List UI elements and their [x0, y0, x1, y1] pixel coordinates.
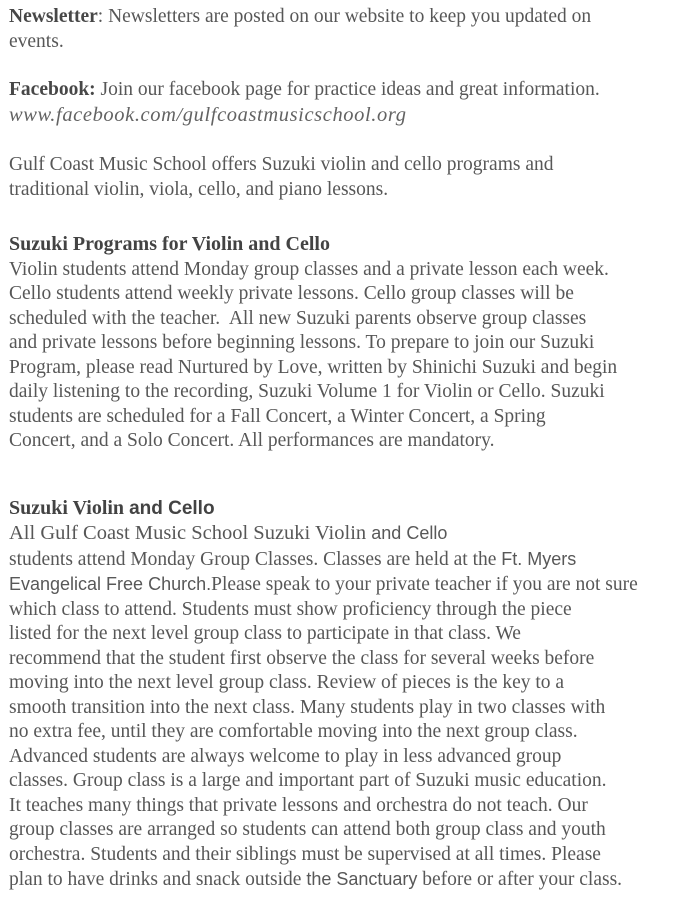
text-segment: Newsletter [9, 6, 98, 27]
text-segment: listed for the next level group class to participate in that class. We [9, 623, 521, 644]
text-line [9, 547, 674, 573]
text-line [9, 598, 674, 623]
text-segment: Advanced students are always welcome to play in less advanced group [9, 745, 562, 767]
text-segment: events. [9, 30, 64, 52]
text-line [9, 380, 674, 405]
sans-text-segment: Ft. Myers [501, 548, 577, 569]
text-line [9, 496, 674, 522]
text-segment: plan to have drinks and snack outside [9, 869, 307, 890]
text-segment: traditional violin, viola, cello, and piano lessons. [9, 178, 389, 200]
text-segment: Suzuki Programs for Violin and Cello [9, 233, 330, 255]
text-segment: daily listening to the recording, Suzuki Volume 1 for Violin or Cello. Suzuki [9, 381, 605, 402]
text-line [9, 794, 674, 819]
text-segment: before or after your class. [417, 869, 623, 890]
text-line [9, 258, 674, 283]
text-line [9, 331, 674, 356]
text-segment: : Newsletters are posted on our website to keep you updated on [97, 6, 592, 27]
text-segment: students attend Monday Group Classes. Classes are held at the [9, 548, 502, 570]
suzuki-violin-cello-heading [9, 496, 674, 522]
suzuki-programs-paragraph [9, 258, 674, 454]
text-line [9, 745, 674, 770]
text-segment: Suzuki Violin [9, 496, 130, 519]
text-line [9, 572, 674, 598]
suzuki-violin-cello-paragraph [9, 521, 674, 893]
text-segment: All Gulf Coast Music School Suzuki Violin [9, 522, 372, 544]
text-segment: moving into the next level group class. Review of pieces is the key to a [9, 672, 565, 693]
text-line [9, 232, 674, 258]
intro-paragraph [9, 153, 674, 202]
text-line [9, 78, 674, 103]
text-line [9, 818, 674, 843]
text-segment: www.facebook.com/gulfcoastmusicschool.org [9, 103, 407, 126]
text-segment: which class to attend. Students must show proficiency through the piece [9, 598, 572, 620]
text-segment: It teaches many things that private lessons and orchestra do not teach. Our [9, 794, 588, 816]
text-line [9, 671, 674, 696]
text-segment: Violin students attend Monday group classes and a private lesson each week. [9, 258, 609, 280]
text-segment: Please speak to your private teacher if you are not sure [211, 574, 638, 595]
text-segment: Gulf Coast Music School offers Suzuki violin and cello programs and [9, 154, 554, 175]
text-segment: Cello students attend weekly private lessons. Cello group classes will be [9, 283, 574, 304]
text-segment: and private lessons before beginning lessons. To prepare to join our Suzuki [9, 332, 595, 353]
text-line [9, 153, 674, 178]
text-segment: scheduled with the teacher. All new Suzuki parents observe group classes [9, 307, 587, 329]
text-line [9, 647, 674, 672]
text-line [9, 5, 674, 30]
text-segment: classes. Group class is a large and important part of Suzuki music education. [9, 770, 607, 791]
text-segment: recommend that the student first observe the class for several weeks before [9, 647, 595, 669]
text-line [9, 356, 674, 381]
text-line [9, 405, 674, 430]
sans-text-segment: Evangelical Free Church. [9, 574, 212, 594]
text-segment: Concert, and a Solo Concert. All performances are mandatory. [9, 430, 495, 451]
text-line [9, 696, 674, 721]
newsletter-paragraph [9, 5, 674, 54]
text-segment: smooth transition into the next class. Many students play in two classes with [9, 696, 606, 718]
text-line [9, 769, 674, 794]
text-line [9, 178, 674, 203]
sans-text-segment: and Cello [129, 497, 215, 519]
text-line [9, 30, 674, 55]
text-line [9, 720, 674, 745]
text-line [9, 429, 674, 454]
text-segment: group classes are arranged so students can attend both group class and youth [9, 819, 606, 840]
text-segment: Facebook: [9, 79, 96, 100]
text-line [9, 843, 674, 868]
text-segment: orchestra. Students and their siblings must be supervised at all times. Please [9, 843, 601, 865]
text-line [9, 282, 674, 307]
text-line [9, 622, 674, 647]
sans-text-segment: the Sanctuary [306, 869, 418, 889]
text-line [9, 103, 674, 129]
sans-text-segment: and Cello [371, 523, 448, 543]
suzuki-programs-heading [9, 232, 674, 258]
text-segment: students are scheduled for a Fall Concert, a Winter Concert, a Spring [9, 405, 546, 427]
text-segment: Join our facebook page for practice ideas and great information. [95, 79, 600, 100]
text-segment: no extra fee, until they are comfortable moving into the next group class. [9, 721, 578, 742]
text-line [9, 521, 674, 547]
text-segment: Program, please read Nurtured by Love, written by Shinichi Suzuki and begin [9, 356, 618, 378]
text-line [9, 307, 674, 332]
facebook-paragraph [9, 78, 674, 128]
text-line [9, 867, 674, 893]
